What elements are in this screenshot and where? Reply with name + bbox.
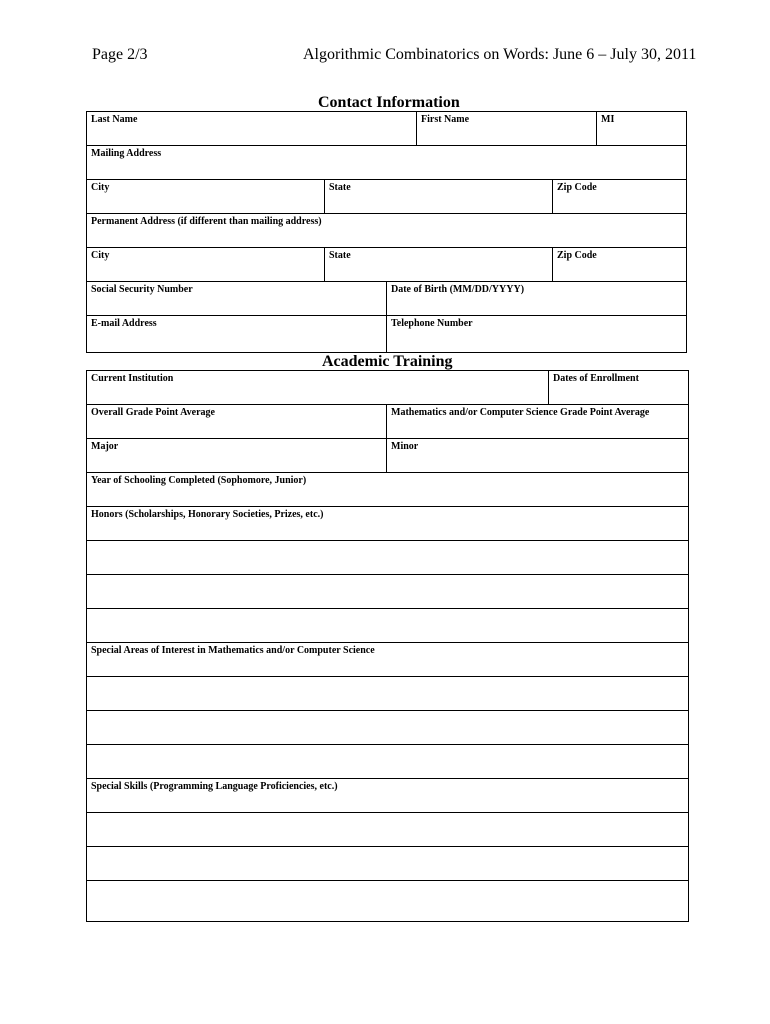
permanent-state-field[interactable] — [324, 247, 553, 282]
honors-line-2[interactable] — [86, 574, 689, 609]
contact-grid — [86, 111, 687, 353]
permanent-address-field[interactable] — [86, 213, 687, 248]
first-name-field[interactable] — [416, 111, 597, 146]
permanent-zip-field[interactable] — [552, 247, 687, 282]
mi-field[interactable] — [596, 111, 687, 146]
institution-label: Current Institution — [91, 373, 174, 384]
enrollment-label: Dates of Enrollment — [553, 373, 639, 384]
gpa-field[interactable] — [86, 404, 387, 439]
year-label: Year of Schooling Completed (Sophomore, Junior) — [91, 475, 307, 486]
last-name-label: Last Name — [91, 114, 138, 125]
phone-label: Telephone Number — [391, 318, 473, 329]
honors-label: Honors (Scholarships, Honorary Societies, Prizes, etc.) — [91, 509, 324, 520]
ssn-label: Social Security Number — [91, 284, 193, 295]
minor-label: Minor — [391, 441, 419, 452]
email-field[interactable] — [86, 315, 387, 353]
permanent-address-label: Permanent Address (if different than mailing address) — [91, 216, 322, 227]
skills-line-2[interactable] — [86, 846, 689, 881]
page-number: Page 2/3 — [92, 46, 148, 63]
interests-line-3[interactable] — [86, 744, 689, 779]
math-gpa-label: Mathematics and/or Computer Science Grade Point Average — [391, 407, 650, 418]
honors-line-1[interactable] — [86, 540, 689, 575]
math-gpa-field[interactable] — [386, 404, 689, 439]
permanent-state-label: State — [329, 250, 351, 261]
major-label: Major — [91, 441, 119, 452]
ssn-field[interactable] — [86, 281, 387, 316]
contact-section-title: Contact Information — [318, 94, 460, 111]
permanent-zip-label: Zip Code — [557, 250, 597, 261]
state-label: State — [329, 182, 351, 193]
minor-field[interactable] — [386, 438, 689, 473]
enrollment-field[interactable] — [548, 370, 689, 405]
interests-line-2[interactable] — [86, 710, 689, 745]
academic-grid — [86, 370, 689, 922]
document-title: Algorithmic Combinatorics on Words: June 6 – July 30, 2011 — [303, 46, 697, 63]
last-name-field[interactable] — [86, 111, 417, 146]
zip-field[interactable] — [552, 179, 687, 214]
honors-line-3[interactable] — [86, 608, 689, 643]
mailing-address-field[interactable] — [86, 145, 687, 180]
permanent-city-field[interactable] — [86, 247, 325, 282]
honors-field[interactable] — [86, 506, 689, 541]
first-name-label: First Name — [421, 114, 470, 125]
interests-line-1[interactable] — [86, 676, 689, 711]
dob-field[interactable] — [386, 281, 687, 316]
gpa-label: Overall Grade Point Average — [91, 407, 215, 418]
interests-field[interactable] — [86, 642, 689, 677]
state-field[interactable] — [324, 179, 553, 214]
skills-label: Special Skills (Programming Language Proficiencies, etc.) — [91, 781, 338, 792]
interests-label: Special Areas of Interest in Mathematics and/or Computer Science — [91, 645, 375, 656]
dob-label: Date of Birth (MM/DD/YYYY) — [391, 284, 525, 295]
academic-section-title: Academic Training — [322, 353, 453, 370]
skills-field[interactable] — [86, 778, 689, 813]
mi-label: MI — [601, 114, 615, 125]
city-field[interactable] — [86, 179, 325, 214]
city-label: City — [91, 182, 110, 193]
email-label: E-mail Address — [91, 318, 157, 329]
phone-field[interactable] — [386, 315, 687, 353]
skills-line-1[interactable] — [86, 812, 689, 847]
mailing-address-label: Mailing Address — [91, 148, 162, 159]
year-field[interactable] — [86, 472, 689, 507]
major-field[interactable] — [86, 438, 387, 473]
skills-line-3[interactable] — [86, 880, 689, 922]
permanent-city-label: City — [91, 250, 110, 261]
institution-field[interactable] — [86, 370, 549, 405]
zip-label: Zip Code — [557, 182, 597, 193]
